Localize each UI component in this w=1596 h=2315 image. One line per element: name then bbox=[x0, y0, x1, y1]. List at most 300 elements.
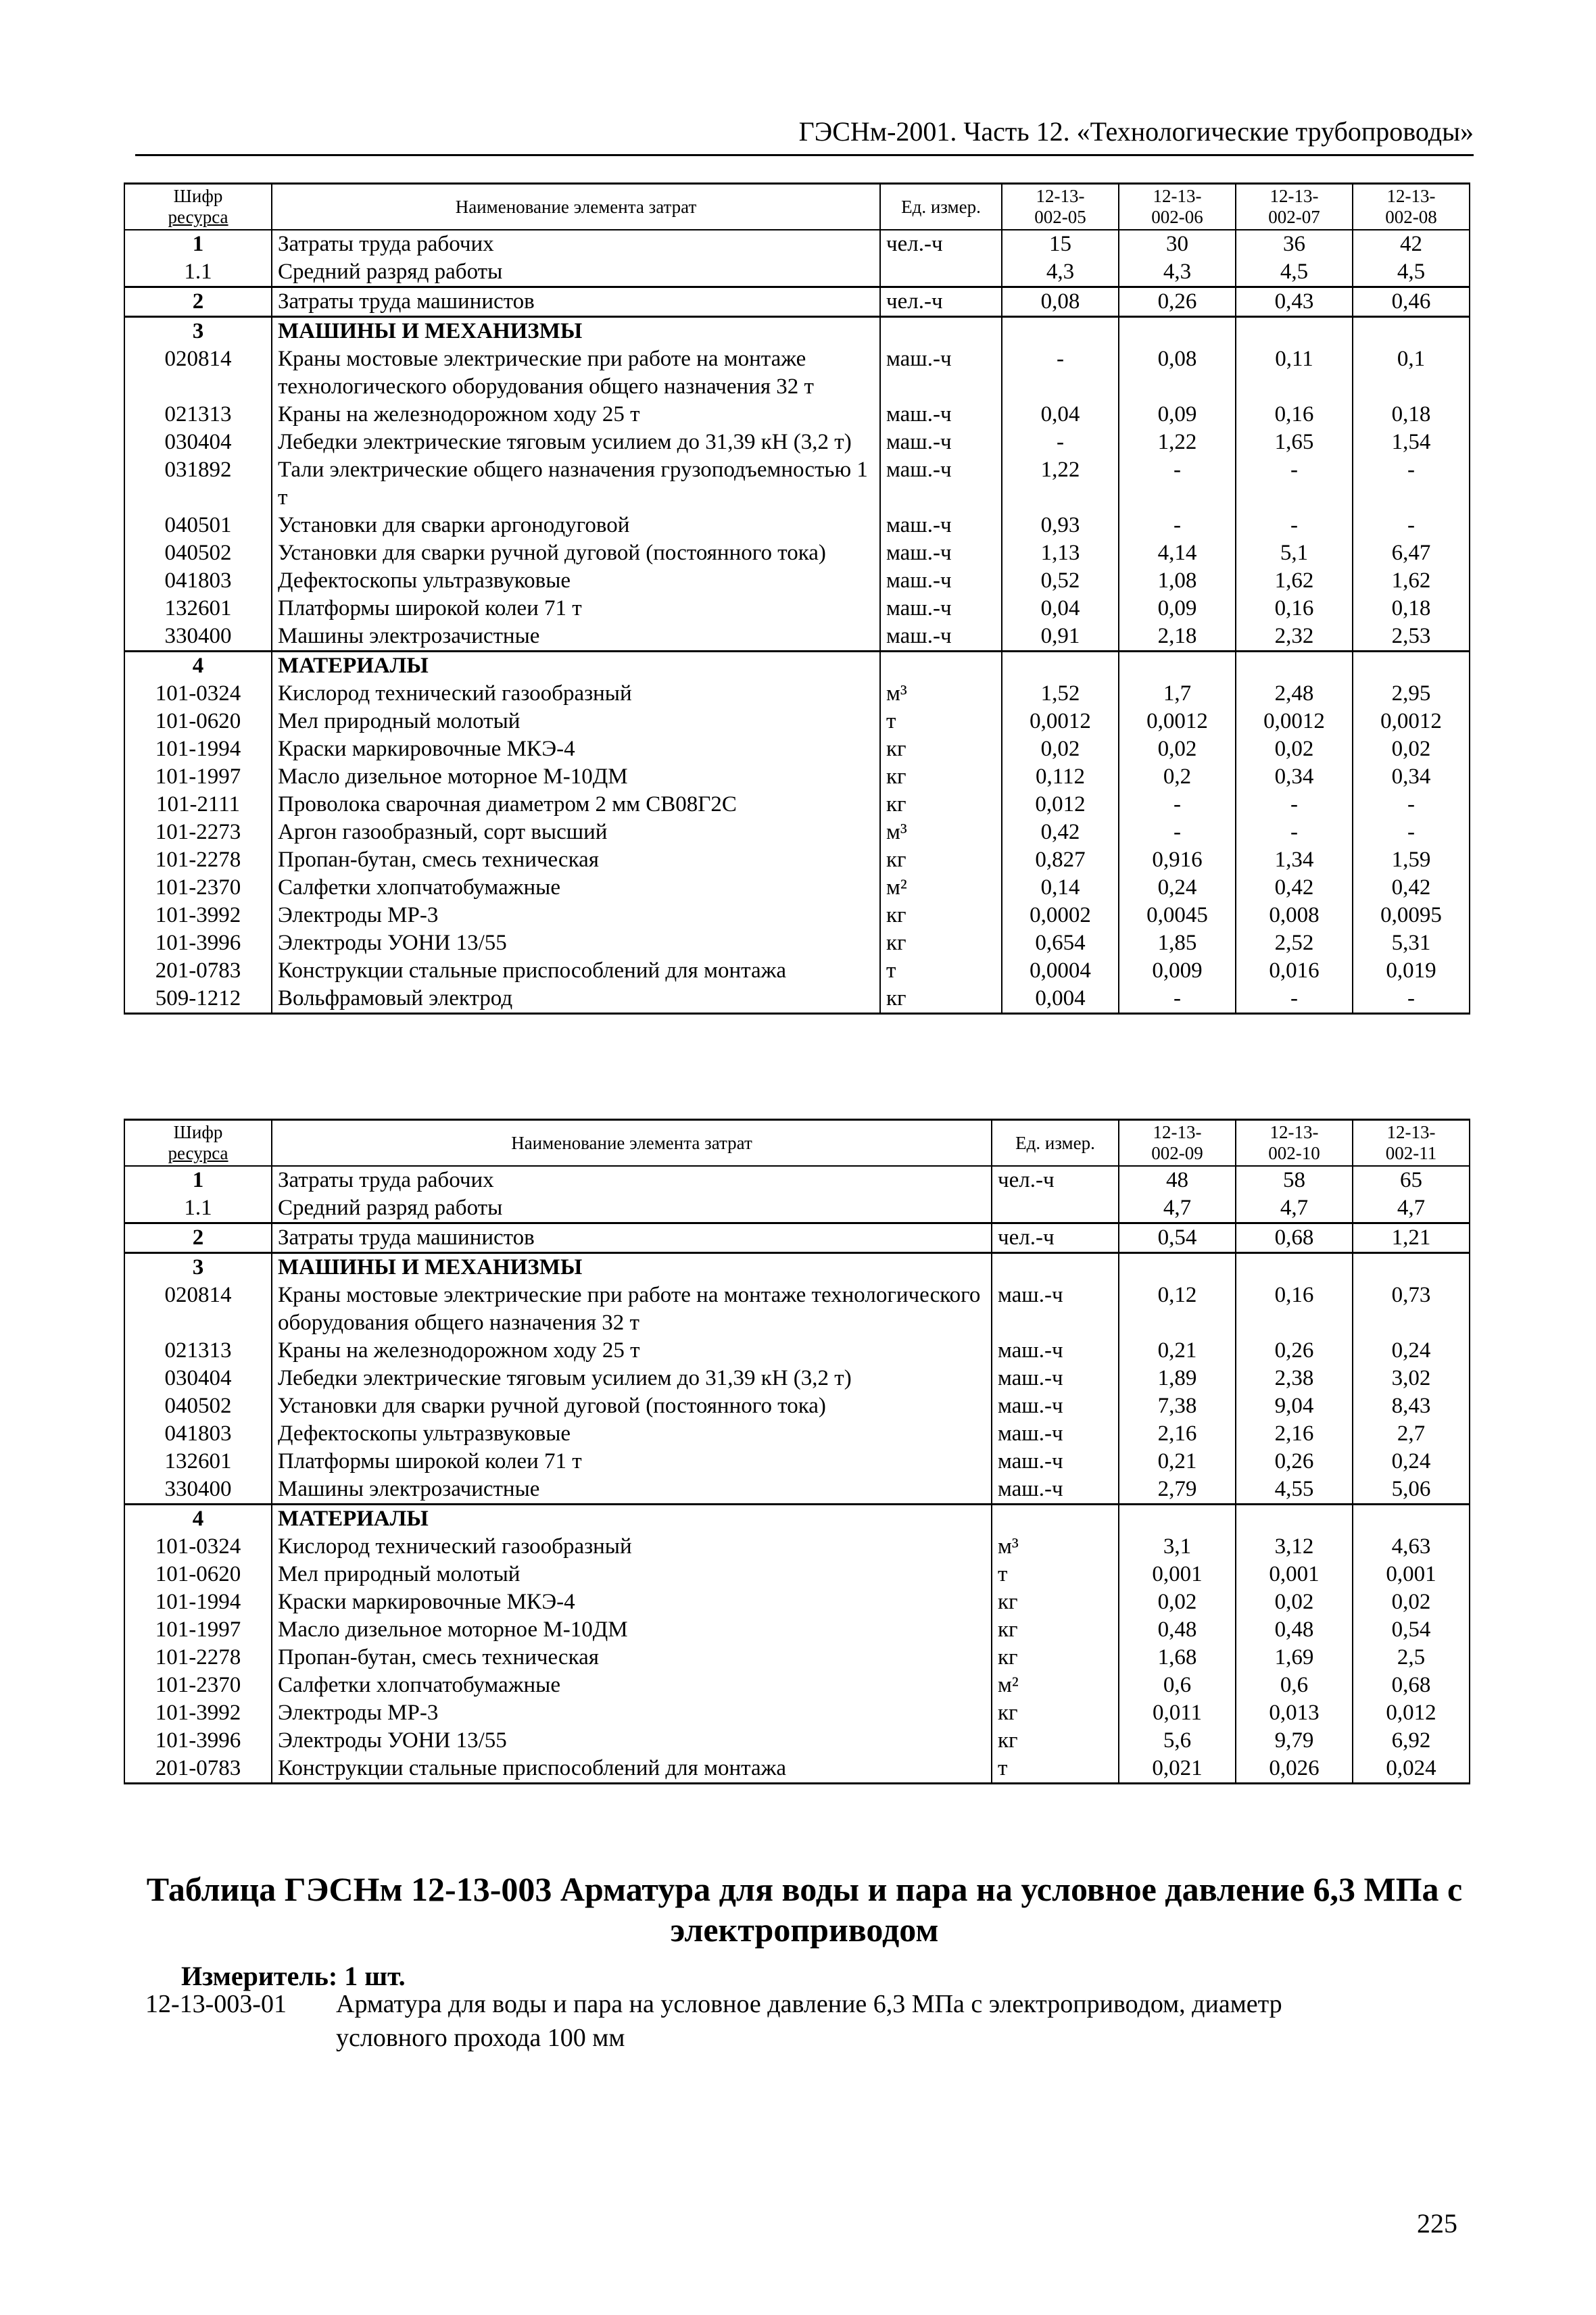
unit: т bbox=[880, 708, 1002, 735]
value-cell: 0,04 bbox=[1002, 401, 1119, 429]
value-cell: 1,13 bbox=[1002, 539, 1119, 567]
unit bbox=[992, 1253, 1119, 1282]
resource-code: 1.1 bbox=[124, 1194, 272, 1223]
cost-element-name: Установки для сварки ручной дуговой (постоянного тока) bbox=[272, 1392, 992, 1420]
value-cell: 0,16 bbox=[1236, 595, 1353, 623]
cost-element-name: Тали электрические общего назначения грузоподъемностью 1 т bbox=[272, 456, 880, 512]
table-row bbox=[124, 1616, 1470, 1644]
value-cell: 0,011 bbox=[1119, 1699, 1236, 1727]
value-cell: 2,7 bbox=[1353, 1420, 1470, 1448]
value-cell: 0,24 bbox=[1353, 1448, 1470, 1476]
unit: м² bbox=[880, 874, 1002, 902]
cost-element-name: Пропан-бутан, смесь техническая bbox=[272, 1644, 992, 1672]
value-cell: 5,31 bbox=[1353, 929, 1470, 957]
value-cell: 0,42 bbox=[1236, 874, 1353, 902]
value-cell: 2,5 bbox=[1353, 1644, 1470, 1672]
value-cell: 0,48 bbox=[1119, 1616, 1236, 1644]
value-cell: 2,16 bbox=[1119, 1420, 1236, 1448]
cost-element-name: Средний разряд работы bbox=[272, 1194, 992, 1223]
cost-element-name: Дефектоскопы ультразвуковые bbox=[272, 567, 880, 595]
value-cell: 4,7 bbox=[1236, 1194, 1353, 1223]
value-cell: 0,019 bbox=[1353, 957, 1470, 985]
unit: м² bbox=[992, 1672, 1119, 1699]
value-cell bbox=[1353, 1505, 1470, 1534]
value-cell: 5,1 bbox=[1236, 539, 1353, 567]
value-cell: 9,79 bbox=[1236, 1727, 1353, 1755]
value-cell: 0,012 bbox=[1002, 791, 1119, 819]
value-cell: 4,5 bbox=[1236, 258, 1353, 287]
table-row bbox=[124, 1699, 1470, 1727]
unit: чел.-ч bbox=[992, 1223, 1119, 1253]
value-cell: 1,59 bbox=[1353, 846, 1470, 874]
unit: чел.-ч bbox=[992, 1166, 1119, 1194]
resource-code: 1.1 bbox=[124, 258, 272, 287]
value-cell: 0,016 bbox=[1236, 957, 1353, 985]
value-cell: 9,04 bbox=[1236, 1392, 1353, 1420]
resource-code: 101-0620 bbox=[124, 1561, 272, 1588]
cost-element-name: Установки для сварки ручной дуговой (постоянного тока) bbox=[272, 539, 880, 567]
value-cell: 5,6 bbox=[1119, 1727, 1236, 1755]
unit bbox=[880, 652, 1002, 681]
resource-table-2 bbox=[124, 1119, 1470, 1784]
value-cell: 2,32 bbox=[1236, 623, 1353, 652]
resource-code: 101-0324 bbox=[124, 680, 272, 708]
resource-code: 031892 bbox=[124, 456, 272, 512]
value-cell: - bbox=[1353, 791, 1470, 819]
value-cell: 0,0012 bbox=[1119, 708, 1236, 735]
value-cell: 1,52 bbox=[1002, 680, 1119, 708]
unit: маш.-ч bbox=[880, 539, 1002, 567]
value-cell: 36 bbox=[1236, 230, 1353, 258]
table-row bbox=[124, 680, 1470, 708]
value-cell: 1,21 bbox=[1353, 1223, 1470, 1253]
resource-code: 509-1212 bbox=[124, 985, 272, 1014]
running-header: ГЭСНм-2001. Часть 12. «Технологические трубопроводы» bbox=[135, 115, 1474, 156]
resource-code: 101-0620 bbox=[124, 708, 272, 735]
value-cell: 2,16 bbox=[1236, 1420, 1353, 1448]
table-row bbox=[124, 1194, 1470, 1223]
unit: маш.-ч bbox=[992, 1282, 1119, 1337]
table-row bbox=[124, 623, 1470, 652]
table-row bbox=[124, 929, 1470, 957]
value-cell: - bbox=[1119, 512, 1236, 539]
value-cell: - bbox=[1119, 791, 1236, 819]
value-cell: - bbox=[1353, 819, 1470, 846]
table-header-row bbox=[124, 184, 1470, 230]
resource-code: 1 bbox=[124, 230, 272, 258]
cost-element-name: Краны на железнодорожном ходу 25 т bbox=[272, 1337, 992, 1365]
resource-code: 030404 bbox=[124, 429, 272, 456]
value-cell bbox=[1353, 652, 1470, 681]
value-cell bbox=[1353, 317, 1470, 346]
cost-element-name: Мел природный молотый bbox=[272, 708, 880, 735]
value-cell: 0,26 bbox=[1236, 1337, 1353, 1365]
unit: маш.-ч bbox=[992, 1476, 1119, 1505]
value-cell: 0,013 bbox=[1236, 1699, 1353, 1727]
table-row bbox=[124, 763, 1470, 791]
value-cell: 8,43 bbox=[1353, 1392, 1470, 1420]
cost-element-name: Затраты труда машинистов bbox=[272, 287, 880, 317]
table-row bbox=[124, 846, 1470, 874]
cost-element-name: Пропан-бутан, смесь техническая bbox=[272, 846, 880, 874]
unit: м³ bbox=[880, 680, 1002, 708]
value-cell: 0,2 bbox=[1119, 763, 1236, 791]
value-cell: 0,14 bbox=[1002, 874, 1119, 902]
value-cell: 6,92 bbox=[1353, 1727, 1470, 1755]
unit: маш.-ч bbox=[880, 623, 1002, 652]
value-cell: 0,16 bbox=[1236, 401, 1353, 429]
cost-element-name: Масло дизельное моторное М-10ДМ bbox=[272, 1616, 992, 1644]
value-cell: 0,26 bbox=[1236, 1448, 1353, 1476]
table-row bbox=[124, 735, 1470, 763]
value-cell: 0,0012 bbox=[1002, 708, 1119, 735]
value-cell: 0,08 bbox=[1119, 345, 1236, 401]
value-cell: 1,69 bbox=[1236, 1644, 1353, 1672]
table-row bbox=[124, 456, 1470, 512]
value-cell: 0,16 bbox=[1236, 1282, 1353, 1337]
table-row bbox=[124, 874, 1470, 902]
cost-element-name: Краски маркировочные МКЭ-4 bbox=[272, 735, 880, 763]
resource-code: 101-3996 bbox=[124, 1727, 272, 1755]
resource-code: 040502 bbox=[124, 539, 272, 567]
cost-element-name: Машины электрозачистные bbox=[272, 1476, 992, 1505]
resource-code: 041803 bbox=[124, 567, 272, 595]
value-cell: 0,34 bbox=[1236, 763, 1353, 791]
table-row bbox=[124, 567, 1470, 595]
value-cell: 0,24 bbox=[1353, 1337, 1470, 1365]
value-cell: 0,43 bbox=[1236, 287, 1353, 317]
resource-code: 021313 bbox=[124, 1337, 272, 1365]
value-cell: 0,916 bbox=[1119, 846, 1236, 874]
resource-code: 2 bbox=[124, 287, 272, 317]
table-row bbox=[124, 1727, 1470, 1755]
table-row bbox=[124, 1223, 1470, 1253]
table-row bbox=[124, 1588, 1470, 1616]
value-cell: 0,18 bbox=[1353, 401, 1470, 429]
value-cell: 0,021 bbox=[1119, 1755, 1236, 1784]
value-cell: 0,02 bbox=[1002, 735, 1119, 763]
value-cell bbox=[1236, 1253, 1353, 1282]
table-row bbox=[124, 1337, 1470, 1365]
resource-code: 2 bbox=[124, 1223, 272, 1253]
value-cell: 0,6 bbox=[1236, 1672, 1353, 1699]
resource-code: 030404 bbox=[124, 1365, 272, 1392]
table-row bbox=[124, 1533, 1470, 1561]
value-cell: - bbox=[1002, 429, 1119, 456]
value-cell: 0,024 bbox=[1353, 1755, 1470, 1784]
cost-element-name: МАШИНЫ И МЕХАНИЗМЫ bbox=[272, 1253, 992, 1282]
value-cell: 1,65 bbox=[1236, 429, 1353, 456]
resource-code: 101-1994 bbox=[124, 1588, 272, 1616]
column-header: Шифр ресурса bbox=[124, 1120, 272, 1167]
value-cell: 6,47 bbox=[1353, 539, 1470, 567]
unit: маш.-ч bbox=[880, 429, 1002, 456]
table-row bbox=[124, 1561, 1470, 1588]
cost-element-name: Конструкции стальные приспособлений для монтажа bbox=[272, 1755, 992, 1784]
unit: маш.-ч bbox=[992, 1365, 1119, 1392]
value-cell: 3,02 bbox=[1353, 1365, 1470, 1392]
value-cell: 0,42 bbox=[1353, 874, 1470, 902]
column-header: 12-13- 002-09 bbox=[1119, 1120, 1236, 1167]
column-header: Ед. измер. bbox=[992, 1120, 1119, 1167]
value-cell: 0,12 bbox=[1119, 1282, 1236, 1337]
unit: маш.-ч bbox=[880, 401, 1002, 429]
value-cell: 0,008 bbox=[1236, 902, 1353, 929]
value-cell: 65 bbox=[1353, 1166, 1470, 1194]
table-row bbox=[124, 1448, 1470, 1476]
cost-element-name: Конструкции стальные приспособлений для монтажа bbox=[272, 957, 880, 985]
table-row bbox=[124, 1755, 1470, 1784]
cost-element-name: Масло дизельное моторное М-10ДМ bbox=[272, 763, 880, 791]
value-cell: 0,004 bbox=[1002, 985, 1119, 1014]
resource-code: 101-3992 bbox=[124, 902, 272, 929]
unit: м³ bbox=[992, 1533, 1119, 1561]
value-cell: 0,09 bbox=[1119, 401, 1236, 429]
column-header: Ед. измер. bbox=[880, 184, 1002, 230]
cost-element-name: Мел природный молотый bbox=[272, 1561, 992, 1588]
value-cell: 0,48 bbox=[1236, 1616, 1353, 1644]
resource-code: 101-2278 bbox=[124, 1644, 272, 1672]
resource-code: 330400 bbox=[124, 623, 272, 652]
value-cell: 0,02 bbox=[1236, 735, 1353, 763]
value-cell: 4,14 bbox=[1119, 539, 1236, 567]
cost-element-name: Электроды МР-3 bbox=[272, 902, 880, 929]
value-cell: 2,79 bbox=[1119, 1476, 1236, 1505]
value-cell: 2,95 bbox=[1353, 680, 1470, 708]
value-cell: 1,85 bbox=[1119, 929, 1236, 957]
cost-element-name: Лебедки электрические тяговым усилием до 31,39 кН (3,2 т) bbox=[272, 1365, 992, 1392]
value-cell: - bbox=[1236, 512, 1353, 539]
value-cell: 0,68 bbox=[1353, 1672, 1470, 1699]
value-cell: 2,52 bbox=[1236, 929, 1353, 957]
table-row bbox=[124, 985, 1470, 1014]
value-cell: 0,026 bbox=[1236, 1755, 1353, 1784]
value-cell: 0,1 bbox=[1353, 345, 1470, 401]
value-cell: 0,08 bbox=[1002, 287, 1119, 317]
value-cell: 5,06 bbox=[1353, 1476, 1470, 1505]
value-cell: 0,827 bbox=[1002, 846, 1119, 874]
unit: маш.-ч bbox=[992, 1392, 1119, 1420]
value-cell bbox=[1353, 1253, 1470, 1282]
value-cell: - bbox=[1002, 345, 1119, 401]
value-cell: 1,89 bbox=[1119, 1365, 1236, 1392]
cost-element-name: Установки для сварки аргонодуговой bbox=[272, 512, 880, 539]
cost-element-name: МАШИНЫ И МЕХАНИЗМЫ bbox=[272, 317, 880, 346]
unit: кг bbox=[992, 1727, 1119, 1755]
cost-element-name: Затраты труда рабочих bbox=[272, 1166, 992, 1194]
value-cell: 0,001 bbox=[1236, 1561, 1353, 1588]
value-cell: 30 bbox=[1119, 230, 1236, 258]
unit: кг bbox=[992, 1588, 1119, 1616]
table-row bbox=[124, 1420, 1470, 1448]
table-row bbox=[124, 1392, 1470, 1420]
resource-code: 101-0324 bbox=[124, 1533, 272, 1561]
table-row bbox=[124, 1253, 1470, 1282]
table-row bbox=[124, 1365, 1470, 1392]
section-title: Таблица ГЭСНм 12-13-003 Арматура для воды и пара на условное давление 6,3 МПа с электроприводом bbox=[146, 1870, 1463, 1949]
value-cell: - bbox=[1119, 456, 1236, 512]
value-cell bbox=[1236, 1505, 1353, 1534]
unit: т bbox=[992, 1755, 1119, 1784]
value-cell: 42 bbox=[1353, 230, 1470, 258]
resource-code: 132601 bbox=[124, 1448, 272, 1476]
value-cell: 0,68 bbox=[1236, 1223, 1353, 1253]
cost-element-name: Электроды УОНИ 13/55 bbox=[272, 929, 880, 957]
value-cell: 0,001 bbox=[1353, 1561, 1470, 1588]
resource-code: 4 bbox=[124, 1505, 272, 1534]
value-cell bbox=[1119, 652, 1236, 681]
resource-code: 101-2273 bbox=[124, 819, 272, 846]
table-row bbox=[124, 1476, 1470, 1505]
page-number: 225 bbox=[1417, 2208, 1457, 2239]
unit: чел.-ч bbox=[880, 230, 1002, 258]
value-cell bbox=[1236, 652, 1353, 681]
resource-code: 101-1997 bbox=[124, 1616, 272, 1644]
value-cell: 1,34 bbox=[1236, 846, 1353, 874]
column-header: Шифр ресурса bbox=[124, 184, 272, 230]
value-cell: 0,54 bbox=[1119, 1223, 1236, 1253]
cost-element-name: Платформы широкой колеи 71 т bbox=[272, 595, 880, 623]
value-cell: 7,38 bbox=[1119, 1392, 1236, 1420]
value-cell: 0,54 bbox=[1353, 1616, 1470, 1644]
value-cell: - bbox=[1119, 985, 1236, 1014]
cost-element-name: Краски маркировочные МКЭ-4 bbox=[272, 1588, 992, 1616]
value-cell: 0,04 bbox=[1002, 595, 1119, 623]
value-cell: 0,11 bbox=[1236, 345, 1353, 401]
resource-code: 132601 bbox=[124, 595, 272, 623]
value-cell: - bbox=[1236, 819, 1353, 846]
table-header-row bbox=[124, 1120, 1470, 1167]
resource-code: 3 bbox=[124, 317, 272, 346]
value-cell: 1,68 bbox=[1119, 1644, 1236, 1672]
cost-element-name: МАТЕРИАЛЫ bbox=[272, 1505, 992, 1534]
value-cell: 0,02 bbox=[1353, 735, 1470, 763]
cost-element-name: Краны на железнодорожном ходу 25 т bbox=[272, 401, 880, 429]
value-cell: 1,22 bbox=[1002, 456, 1119, 512]
value-cell: 0,009 bbox=[1119, 957, 1236, 985]
cost-element-name: Проволока сварочная диаметром 2 мм СВ08Г2С bbox=[272, 791, 880, 819]
table-row bbox=[124, 317, 1470, 346]
value-cell: 0,21 bbox=[1119, 1448, 1236, 1476]
value-cell: 1,62 bbox=[1353, 567, 1470, 595]
value-cell: 0,012 bbox=[1353, 1699, 1470, 1727]
value-cell: 4,7 bbox=[1119, 1194, 1236, 1223]
value-cell: 0,0012 bbox=[1236, 708, 1353, 735]
item-description: Арматура для воды и пара на условное давление 6,3 МПа с электроприводом, диаметр условного прохода 100 мм bbox=[336, 1990, 1282, 2052]
value-cell: 0,91 bbox=[1002, 623, 1119, 652]
unit: маш.-ч bbox=[880, 567, 1002, 595]
value-cell: 0,02 bbox=[1119, 735, 1236, 763]
unit: т bbox=[992, 1561, 1119, 1588]
value-cell: 0,001 bbox=[1119, 1561, 1236, 1588]
unit: чел.-ч bbox=[880, 287, 1002, 317]
value-cell: 0,34 bbox=[1353, 763, 1470, 791]
value-cell: 0,24 bbox=[1119, 874, 1236, 902]
table-row bbox=[124, 819, 1470, 846]
value-cell: - bbox=[1353, 985, 1470, 1014]
column-header: 12-13- 002-11 bbox=[1353, 1120, 1470, 1167]
resource-code: 101-2370 bbox=[124, 1672, 272, 1699]
unit bbox=[880, 258, 1002, 287]
resource-code: 101-1994 bbox=[124, 735, 272, 763]
table-row bbox=[124, 1644, 1470, 1672]
value-cell: 0,18 bbox=[1353, 595, 1470, 623]
table-row bbox=[124, 652, 1470, 681]
unit: маш.-ч bbox=[880, 512, 1002, 539]
value-cell: 0,46 bbox=[1353, 287, 1470, 317]
value-cell: - bbox=[1236, 985, 1353, 1014]
unit: кг bbox=[880, 763, 1002, 791]
value-cell: 0,112 bbox=[1002, 763, 1119, 791]
measure-unit: Измеритель: 1 шт. bbox=[181, 1961, 406, 1991]
resource-code: 040502 bbox=[124, 1392, 272, 1420]
value-cell: 0,654 bbox=[1002, 929, 1119, 957]
value-cell: 0,6 bbox=[1119, 1672, 1236, 1699]
value-cell: 0,52 bbox=[1002, 567, 1119, 595]
value-cell: 0,09 bbox=[1119, 595, 1236, 623]
table-row bbox=[124, 429, 1470, 456]
table-row bbox=[124, 287, 1470, 317]
unit: т bbox=[880, 957, 1002, 985]
value-cell: 1,08 bbox=[1119, 567, 1236, 595]
value-cell: 3,12 bbox=[1236, 1533, 1353, 1561]
column-header: Наименование элемента затрат bbox=[272, 1120, 992, 1167]
cost-element-name: Кислород технический газообразный bbox=[272, 1533, 992, 1561]
column-header: 12-13- 002-05 bbox=[1002, 184, 1119, 230]
value-cell bbox=[1002, 317, 1119, 346]
value-cell: 1,62 bbox=[1236, 567, 1353, 595]
unit: кг bbox=[880, 791, 1002, 819]
value-cell: 0,02 bbox=[1119, 1588, 1236, 1616]
value-cell: 0,0002 bbox=[1002, 902, 1119, 929]
resource-code: 1 bbox=[124, 1166, 272, 1194]
cost-element-name: Вольфрамовый электрод bbox=[272, 985, 880, 1014]
cost-element-name: Салфетки хлопчатобумажные bbox=[272, 874, 880, 902]
unit: кг bbox=[880, 846, 1002, 874]
value-cell: 48 bbox=[1119, 1166, 1236, 1194]
value-cell: 2,53 bbox=[1353, 623, 1470, 652]
unit: маш.-ч bbox=[992, 1337, 1119, 1365]
value-cell: 0,26 bbox=[1119, 287, 1236, 317]
cost-element-name: Кислород технический газообразный bbox=[272, 680, 880, 708]
unit: кг bbox=[880, 929, 1002, 957]
item-code: 12-13-003-01 bbox=[145, 1990, 287, 2018]
unit: кг bbox=[880, 985, 1002, 1014]
table-row bbox=[124, 708, 1470, 735]
value-cell: 2,18 bbox=[1119, 623, 1236, 652]
value-cell: 4,5 bbox=[1353, 258, 1470, 287]
unit: маш.-ч bbox=[880, 595, 1002, 623]
value-cell: - bbox=[1236, 456, 1353, 512]
table-row bbox=[124, 258, 1470, 287]
cost-element-name: Платформы широкой колеи 71 т bbox=[272, 1448, 992, 1476]
resource-code: 020814 bbox=[124, 345, 272, 401]
value-cell: 2,38 bbox=[1236, 1365, 1353, 1392]
table-row bbox=[124, 791, 1470, 819]
value-cell bbox=[1236, 317, 1353, 346]
table-row bbox=[124, 1282, 1470, 1337]
value-cell: 3,1 bbox=[1119, 1533, 1236, 1561]
cost-element-name: Краны мостовые электрические при работе на монтаже технологического оборудования общего назначения 32 т bbox=[272, 345, 880, 401]
table-row bbox=[124, 957, 1470, 985]
unit bbox=[880, 317, 1002, 346]
value-cell: 4,3 bbox=[1002, 258, 1119, 287]
resource-code: 101-2278 bbox=[124, 846, 272, 874]
resource-table-1 bbox=[124, 182, 1470, 1015]
unit: кг bbox=[880, 902, 1002, 929]
value-cell: 4,7 bbox=[1353, 1194, 1470, 1223]
value-cell: 1,54 bbox=[1353, 429, 1470, 456]
